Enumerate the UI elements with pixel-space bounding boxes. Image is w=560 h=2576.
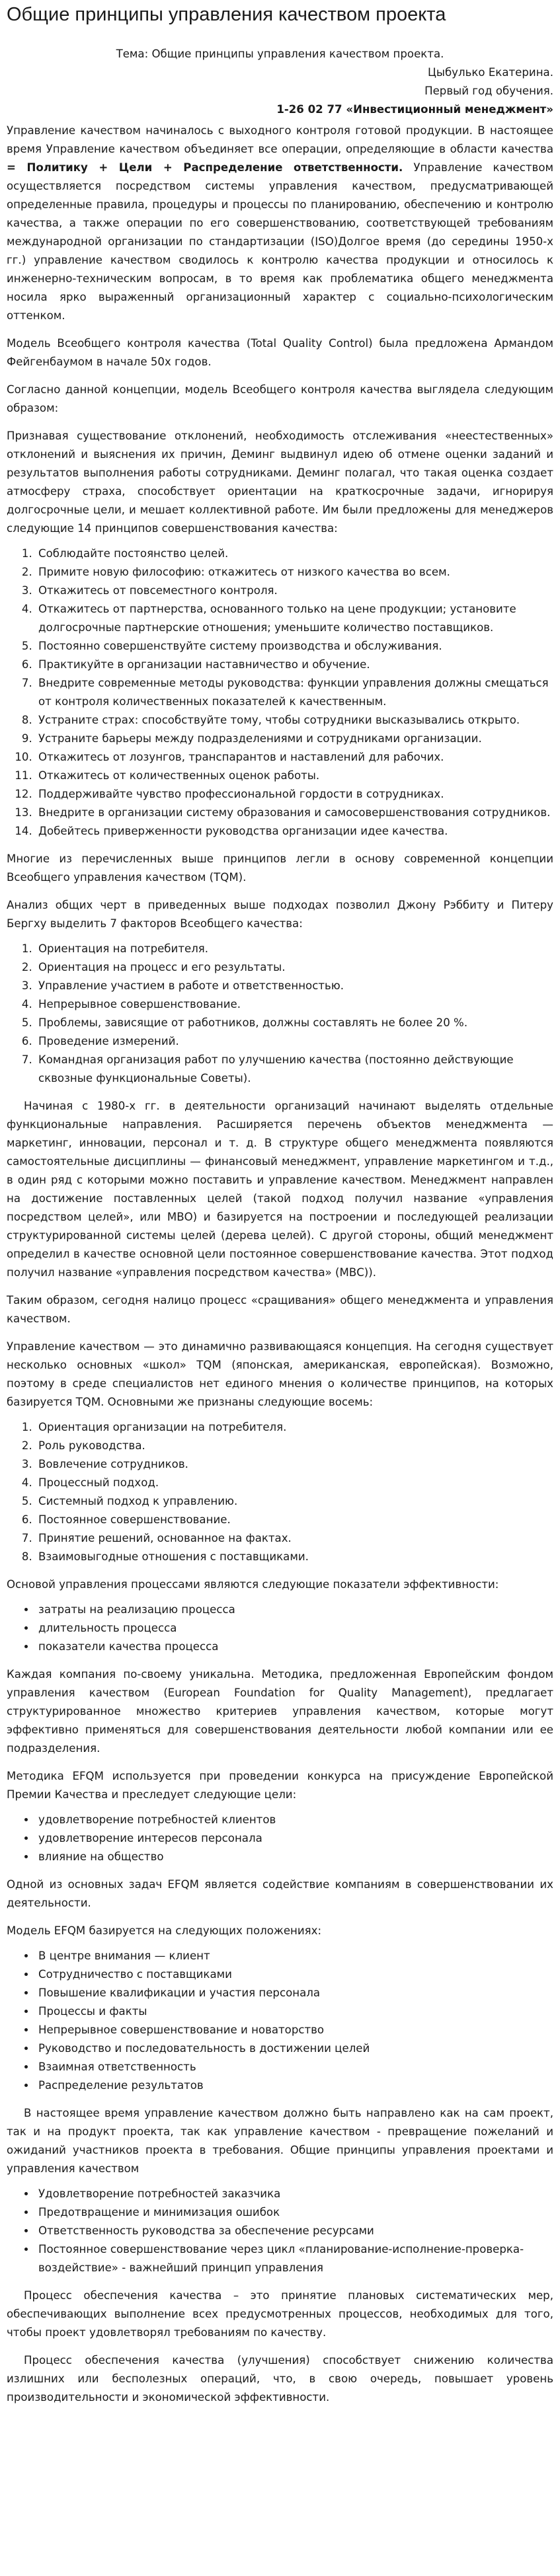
tqm-paragraph-4: Таким образом, сегодня налицо процесс «сращивания» общего менеджмента и управления качеством. (7, 1294, 553, 1325)
deming-principle-item: 13. Внедрите в организации систему образования и самосовершенствования сотрудников. (36, 804, 553, 822)
deming-principle-item: 11. Откажитесь от количественных оценок работы. (36, 767, 553, 785)
page-title: Общие принципы управления качеством проекта (7, 4, 446, 25)
efqm-position-item: • Взаимная ответственность (36, 2058, 553, 2076)
tqm-principle-item: 6. Постоянное совершенствование. (36, 1511, 553, 1529)
efqm-goal-item: • удовлетворение интересов персонала (36, 1829, 553, 1848)
efqm-goal-item: • влияние на общество (36, 1848, 553, 1866)
intro-p1-start: Управление качеством начиналось с выходного контроля готовой продукции. В настоящее время Управление качеством объединяет все операции, определяющие в области качества (7, 124, 553, 155)
efficiency-item: • затраты на реализацию процесса (36, 1601, 553, 1619)
author-line: Цыбулько Екатерина. (427, 66, 553, 79)
efqm-position-item: • Непрерывное совершенствование и новаторство (36, 2021, 553, 2039)
deming-principle-item: 14. Добейтесь приверженности руководства организации идее качества. (36, 822, 553, 841)
intro-paragraph-4: Признавая существование отклонений, необходимость отслеживания «неестественных» отклонений и выяснения их причин, Деминг выдвинул идею об отмене оценки заданий и результатов выполнения работы сотрудниками. Деминг полагал, что такая оценка создает атмосферу страха, способствует ориентации на краткосрочные задачи, игнорируя долгосрочные цели, и мешает коллективной работе. Им были предложены для менеджеров следующие 14 принципов совершенствования качества: (7, 430, 553, 535)
efqm-paragraph-2: Методика EFQM используется при проведении конкурса на присуждение Европейской Премии Качества и преследует следующие цели: (7, 1770, 553, 1801)
project-principle-item: • Предотвращение и минимизация ошибок (36, 2203, 553, 2222)
project-principle-item: • Постоянное совершенствование через цикл «планирование-исполнение-проверка-воздействие» - важнейший принцип управления (36, 2240, 553, 2277)
tqm-factor-item: 5. Проблемы, зависящие от работников, должны составлять не более 20 %. (36, 1014, 553, 1032)
efqm-paragraph-1: Каждая компания по-своему уникальна. Методика, предложенная Европейским фондом управления качеством (European Foundation for Quality Management), предлагает структурированное множество критериев управления качеством, которые могут эффективно применяться для совершенствования деятельности любой компании или ее подразделения. (7, 1668, 553, 1755)
deming-principle-item: 8. Устраните страх: способствуйте тому, чтобы сотрудники высказывались открыто. (36, 711, 553, 730)
group-text: 1-26 02 77 «Инвестиционный менеджмент» (276, 103, 553, 116)
tqm-factors-list (7, 940, 553, 1088)
tqm-principle-item: 7. Принятие решений, основанное на фактах. (36, 1529, 553, 1548)
deming-principle-item: 3. Откажитесь от повсеместного контроля. (36, 582, 553, 600)
tqm-factor-item: 2. Ориентация на процесс и его результаты. (36, 958, 553, 977)
project-paragraph-2: Процесс обеспечения качества – это принятие плановых систематических мер, обеспечивающих выполнение всех предусмотренных процессов, необходимых для того, чтобы проект удовлетворял требованиям по качеству. (7, 2289, 553, 2339)
deming-principle-item: 5. Постоянно совершенствуйте систему производства и обслуживания. (36, 637, 553, 656)
efqm-position-item: • Повышение квалификации и участия персонала (36, 1984, 553, 2002)
project-paragraph-3: Процесс обеспечения качества (улучшения) способствует снижению количества излишних или бесполезных операций, что, в свою очередь, повышает уровень производительности и экономической эффективности. (7, 2354, 553, 2404)
efqm-position-item: • Сотрудничество с поставщиками (36, 1965, 553, 1984)
tqm-factor-item: 6. Проведение измерений. (36, 1032, 553, 1051)
project-principles-list (7, 2185, 553, 2277)
deming-principle-item: 6. Практикуйте в организации наставничество и обучение. (36, 656, 553, 674)
efqm-goal-item: • удовлетворение потребностей клиентов (36, 1811, 553, 1829)
deming-principle-item: 9. Устраните барьеры между подразделениями и сотрудниками организации. (36, 730, 553, 748)
tqm-factor-item: 1. Ориентация на потребителя. (36, 940, 553, 958)
tqm-principle-item: 1. Ориентация организации на потребителя. (36, 1418, 553, 1437)
tqm-principle-item: 5. Системный подход к управлению. (36, 1492, 553, 1511)
intro-paragraph-2: Модель Всеобщего контроля качества (Total Quality Control) была предложена Армандом Фейгенбаумом в начале 50х годов. (7, 337, 553, 368)
tqm-factor-item: 7. Командная организация работ по улучшению качества (постоянно действующие сквозные функциональные Советы). (36, 1051, 553, 1088)
tqm-principles-list (7, 1418, 553, 1566)
efficiency-paragraph: Основой управления процессами являются следующие показатели эффективности: (7, 1578, 499, 1591)
deming-principle-item: 4. Откажитесь от партнерства, основанного только на цене продукции; установите долгосрочные партнерские отношения; уменьшите количество поставщиков. (36, 600, 553, 637)
tqm-principle-item: 4. Процессный подход. (36, 1474, 553, 1492)
efqm-position-item: • В центре внимания — клиент (36, 1947, 553, 1965)
tqm-principle-item: 3. Вовлечение сотрудников. (36, 1455, 553, 1474)
efqm-paragraph-4: Модель EFQM базируется на следующих положениях: (7, 1924, 322, 1937)
project-principle-item: • Удовлетворение потребностей заказчика (36, 2185, 553, 2203)
efqm-paragraph-3: Одной из основных задач EFQM является содействие компаниям в совершенствовании их деятельности. (7, 1878, 553, 1909)
year-line: Первый год обучения. (424, 85, 553, 97)
efqm-position-item: • Руководство и последовательность в достижении целей (36, 2039, 553, 2058)
project-paragraph-1: В настоящее время управление качеством должно быть направлено как на сам проект, так и на продукт проекта, так как управление качеством - превращение пожеланий и ожиданий участников проекта в требования. Общие принципы управления проектами и управления качеством (7, 2107, 553, 2175)
group-line (7, 100, 553, 119)
tqm-paragraph-5: Управление качеством — это динамично развивающаяся концепция. На сегодня существует несколько основных «школ» TQM (японская, американская, европейская). Возможно, поэтому в среде специалистов нет единого мнения о количестве принципов, на которых базируется TQM. Основными же признаны следующие восемь: (7, 1340, 553, 1408)
intro-p1-formula: = Политику + Цели + Распределение ответственности. (7, 161, 403, 174)
tqm-paragraph-2: Анализ общих черт в приведенных выше подходах позволил Джону Рэббиту и Питеру Бергху выделить 7 факторов Всеобщего качества: (7, 899, 553, 930)
intro-paragraph-3: Согласно данной концепции, модель Всеобщего контроля качества выглядела следующим образом: (7, 383, 553, 414)
efficiency-item: • показатели качества процесса (36, 1638, 553, 1656)
intro-p1-end: Управление качеством осуществляется посредством системы управления качеством, предусматривающей определенные правила, процедуры и процессы по планированию, обеспечению и контролю качества, а также операции по его совершенствованию, соответствующей требованиям международной организации по стандартизации (ISO)Долгое время (до середины 1950-х гг.) управление качеством сводилось к контролю качества продукции и относилось к инженерно-техническим вопросам, в то время как проблематика общего менеджмента носила ярко выраженный организационный характер с социально-психологическим оттенком. (7, 161, 553, 322)
tqm-principle-item: 2. Роль руководства. (36, 1437, 553, 1455)
tqm-paragraph-3: Начиная с 1980-х гг. в деятельности организаций начинают выделять отдельные функциональные направления. Расширяется перечень объектов менеджмента — маркетинг, инновации, персонал и т. д. В структуре общего менеджмента появляются самостоятельные дисциплины — финансовый менеджмент, управление маркетингом и т.д., в один ряд с которыми можно поставить и управление качеством. Менеджмент направлен на достижение поставленных целей (такой подход получил название «управления посредством целей», или МВО) и базируется на построении и последующей реализации структурированной системы целей (дерева целей). С другой стороны, общий менеджмент определил в качестве основной цели постоянное совершенствование качества. Этот подход получил название «управления посредством качества» (МВС)). (7, 1100, 553, 1279)
efqm-goals-list (7, 1811, 553, 1866)
efficiency-list (7, 1601, 553, 1656)
document-page (0, 3, 560, 2407)
tqm-paragraph-1: Многие из перечисленных выше принципов легли в основу современной концепции Всеобщего управления качеством (TQM). (7, 852, 553, 884)
efqm-position-item: • Распределение результатов (36, 2076, 553, 2095)
deming-principle-item: 12. Поддерживайте чувство профессиональной гордости в сотрудниках. (36, 785, 553, 804)
tqm-factor-item: 4. Непрерывное совершенствование. (36, 995, 553, 1014)
efqm-position-item: • Процессы и факты (36, 2002, 553, 2021)
deming-principle-item: 1. Соблюдайте постоянство целей. (36, 545, 553, 563)
deming-principle-item: 2. Примите новую философию: откажитесь от низкого качества во всем. (36, 563, 553, 582)
deming-principle-item: 10. Откажитесь от лозунгов, транспарантов и наставлений для рабочих. (36, 748, 553, 767)
tqm-factor-item: 3. Управление участием в работе и ответственностью. (36, 977, 553, 995)
project-principle-item: • Ответственность руководства за обеспечение ресурсами (36, 2222, 553, 2240)
tqm-principle-item: 8. Взаимовыгодные отношения с поставщиками. (36, 1548, 553, 1566)
topic-line: Тема: Общие принципы управления качеством проекта. (116, 48, 444, 60)
intro-paragraph-1 (7, 122, 553, 325)
deming-principle-item: 7. Внедрите современные методы руководства: функции управления должны смещаться от контроля количественных показателей к качественным. (36, 674, 553, 711)
deming-principles-list (7, 545, 553, 841)
efqm-positions-list (7, 1947, 553, 2095)
efficiency-item: • длительность процесса (36, 1619, 553, 1638)
